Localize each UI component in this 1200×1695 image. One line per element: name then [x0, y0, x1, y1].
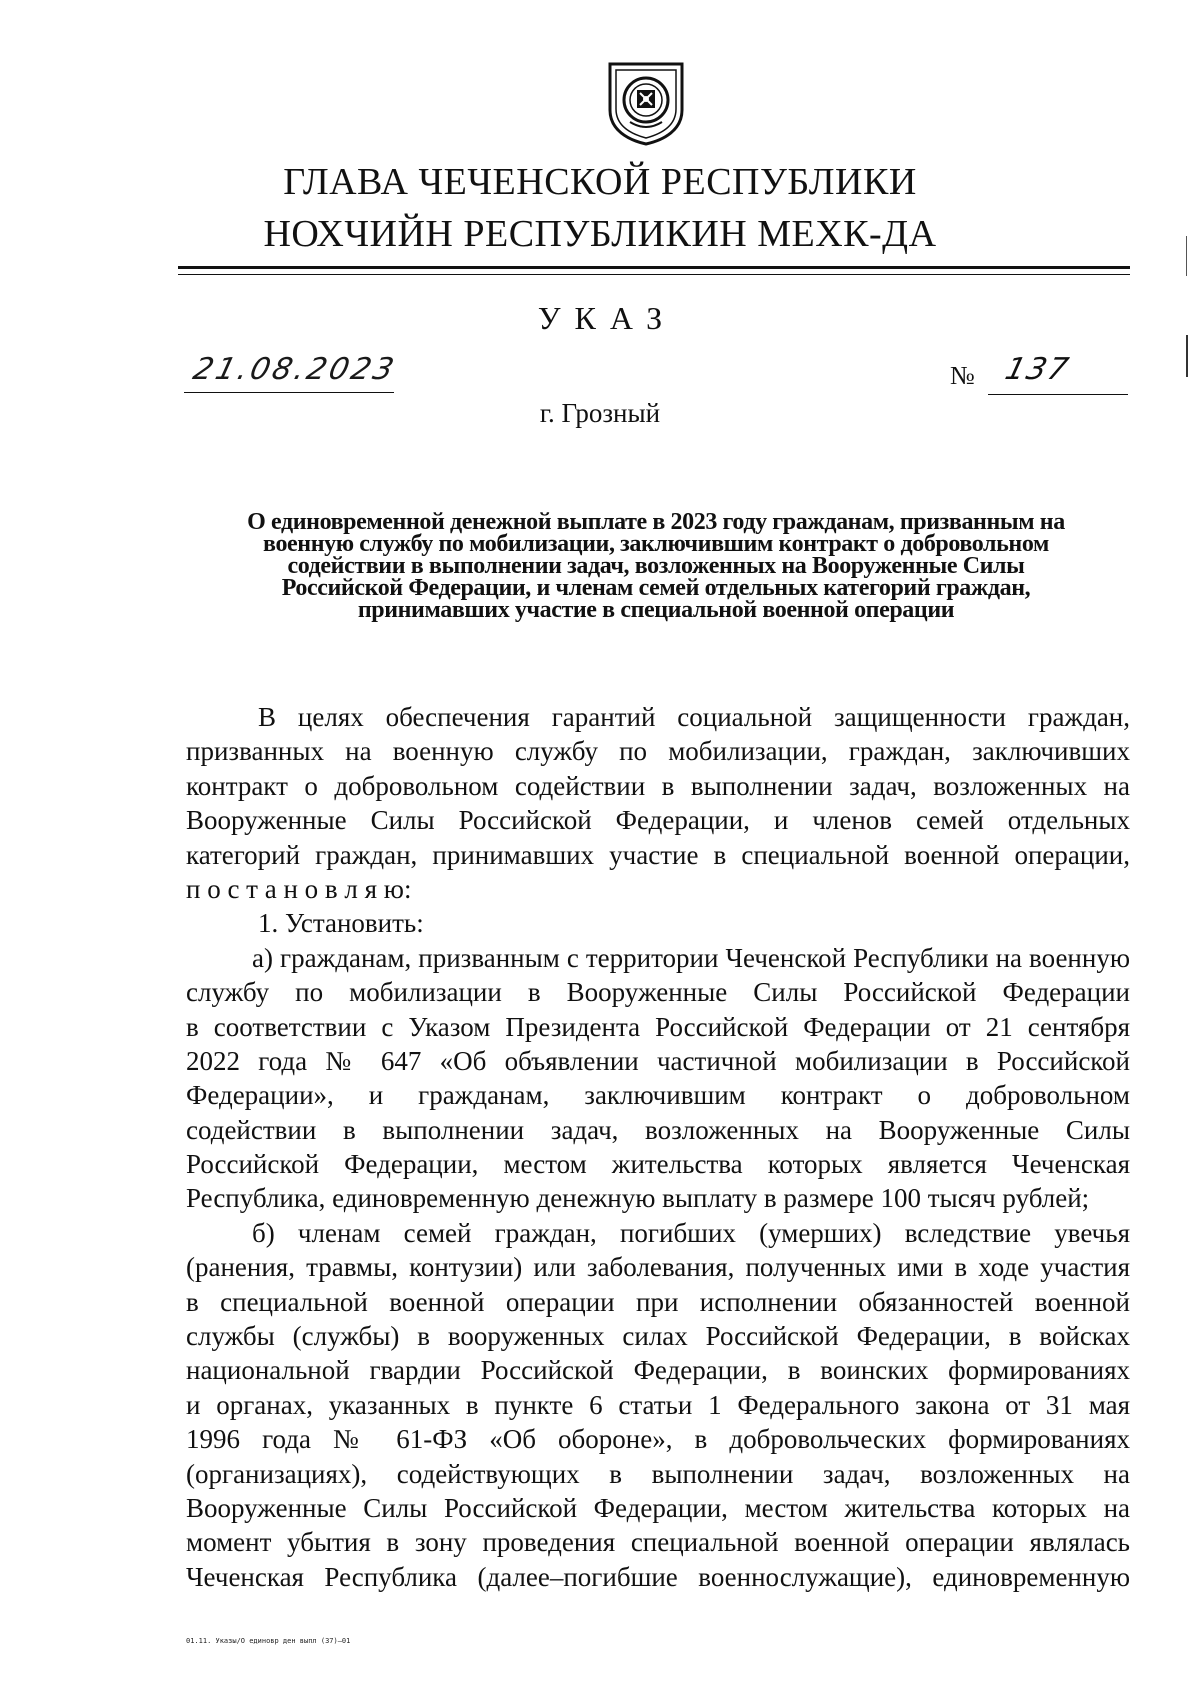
authority-name-ru: ГЛАВА ЧЕЧЕНСКОЙ РЕСПУБЛИКИ — [283, 161, 917, 203]
title-line: О единовременной денежной выплате в 2023 году гражданам, призванным на — [247, 509, 1065, 535]
item-a-line: 2022 года № 647 «Об объявлении частичной мобилизации в Российской — [186, 1045, 1130, 1076]
item-a-line: Российской Федерации, местом жительства которых является Чеченская — [186, 1149, 1130, 1180]
item-a-line: а) гражданам, призванным с территории Чеченской Республики на военную — [252, 942, 1130, 973]
item-a-line: Федерации», и гражданам, заключившим контракт о добровольном — [186, 1080, 1130, 1111]
number-underline — [988, 394, 1128, 395]
preamble-line: призванных на военную службу по мобилизации, граждан, заключивших — [186, 736, 1130, 767]
margin-scan-mark — [1186, 236, 1187, 276]
item-b-line: (организациях), содействующих в выполнении задач, возложенных на — [186, 1458, 1130, 1489]
coat-of-arms-emblem — [606, 60, 686, 146]
item-a-line: службу по мобилизации в Вооруженные Силы Российской Федерации — [186, 977, 1130, 1008]
item-b-line: момент убытия в зону проведения специальной военной операции являлась — [186, 1527, 1130, 1558]
item-b-line: (ранения, травмы, контузии) или заболевания, полученных ими в ходе участия — [186, 1252, 1130, 1283]
margin-scan-mark — [1186, 335, 1188, 377]
document-type: УКАЗ — [537, 300, 677, 336]
header-rule-thin — [178, 274, 1130, 275]
item-a-line: Республика, единовременную денежную выплату в размере 100 тысяч рублей; — [186, 1183, 1090, 1214]
preamble-line: категорий граждан, принимавших участие в специальной военной операции, — [186, 839, 1130, 870]
item-b-line: и органах, указанных в пункте 6 статьи 1 Федерального закона от 31 мая — [186, 1389, 1130, 1420]
preamble-line: контракт о добровольном содействии в выполнении задач, возложенных на — [186, 770, 1130, 801]
item-b-line: в специальной военной операции при исполнении обязанностей военной — [186, 1286, 1130, 1317]
item-b-line: 1996 года № 61-ФЗ «Об обороне», в добровольческих формированиях — [186, 1424, 1130, 1455]
document-date: 21.08.2023 — [189, 352, 401, 387]
decree-keyword: п о с т а н о в л я ю: — [186, 873, 412, 904]
document-number: 137 — [1001, 352, 1074, 387]
preamble-line: В целях обеспечения гарантий социальной защищенности граждан, — [258, 702, 1130, 732]
item-a-line: в соответствии с Указом Президента Российской Федерации от 21 сентября — [186, 1011, 1130, 1042]
title-line: военную службу по мобилизации, заключившим контракт о добровольном — [263, 531, 1049, 557]
date-underline — [184, 392, 394, 393]
item-b-line: национальной гвардии Российской Федерации, в воинских формированиях — [186, 1355, 1130, 1386]
title-line: принимавших участие в специальной военной операции — [357, 597, 955, 623]
title-line: содействии в выполнении задач, возложенных на Вооруженные Силы — [287, 553, 1025, 579]
item-b-line: Вооруженные Силы Российской Федерации, местом жительства которых на — [186, 1492, 1130, 1523]
item-b-line: службы (службы) в вооруженных силах Российской Федерации, в войсках — [186, 1321, 1130, 1352]
preamble-line: Вооруженные Силы Российской Федерации, и членов семей отдельных — [186, 805, 1130, 836]
authority-name-ce: НОХЧИЙН РЕСПУБЛИКИН МЕХК-ДА — [263, 213, 937, 255]
document-title — [180, 511, 1132, 621]
document-body — [186, 700, 1130, 1594]
item-b-line: Чеченская Республика (далее–погибшие военнослужащие), единовременную — [186, 1561, 1130, 1592]
header-rule-thick — [178, 266, 1130, 269]
item-a-line: содействии в выполнении задач, возложенных на Вооруженные Силы — [186, 1114, 1130, 1145]
number-label: № — [950, 361, 975, 390]
item-1-label: 1. Установить: — [258, 908, 424, 939]
document-city: г. Грозный — [539, 398, 661, 428]
title-line: Российской Федерации, и членам семей отдельных категорий граждан, — [281, 575, 1031, 601]
item-b-line: б) членам семей граждан, погибших (умерших) вследствие увечья — [252, 1217, 1130, 1248]
footer-file-code: 01.11. Указы/О единовр ден выпл (37)—01 — [186, 1637, 351, 1645]
